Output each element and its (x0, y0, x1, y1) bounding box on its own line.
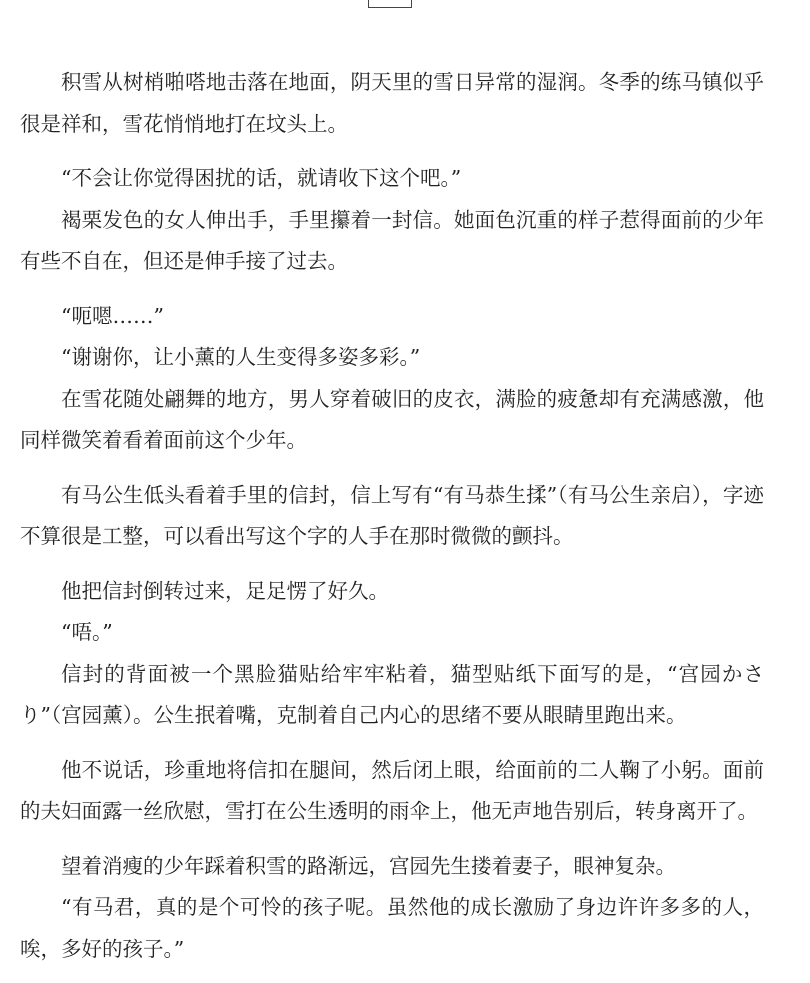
paragraph: “有马君，真的是个可怜的孩子呢。虽然他的成长激励了身边许许多多的人，唉，多好的孩子。” (20, 895, 764, 961)
paragraph: 望着消瘦的少年踩着积雪的路渐远，宫园先生搂着妻子，眼神复杂。 (61, 853, 676, 878)
paragraph: “呃嗯……” (61, 303, 164, 328)
document-body (20, 62, 764, 983)
paragraph: 他把信封倒转过来，足足愣了好久。 (61, 578, 389, 603)
paragraph: “唔。” (61, 620, 113, 644)
paragraph: “不会让你觉得困扰的话，就请收下这个吧。” (61, 166, 462, 190)
paragraph: 在雪花随处翩舞的地方，男人穿着破旧的皮衣，满脸的疲惫却有充满感激，他同样微笑着看着面前这个少年。 (20, 386, 764, 452)
paragraph: “谢谢你，让小薰的人生变得多姿多彩。” (61, 345, 421, 369)
paragraph: 积雪从树梢啪嗒地击落在地面，阴天里的雪日异常的湿润。冬季的练马镇似乎很是祥和，雪花悄悄地打在坟头上。 (20, 70, 764, 136)
paragraph: 信封的背面被一个黑脸猫贴给牢牢粘着，猫型贴纸下面写的是，“宫园かさり”（宫园薰）。公生抿着嘴，克制着自己内心的思绪不要从眼睛里跑出来。 (20, 661, 764, 727)
paragraph: 有马公生低头看着手里的信封，信上写有“有马恭生揉”（有马公生亲启），字迹不算很是工整，可以看出写这个字的人手在那时微微的颤抖。 (20, 482, 764, 548)
page-number-marker (368, 0, 412, 8)
paragraph: 褐栗发色的女人伸出手，手里攥着一封信。她面色沉重的样子惹得面前的少年有些不自在，但还是伸手接了过去。 (20, 207, 764, 273)
paragraph: 他不说话，珍重地将信扣在腿间，然后闭上眼，给面前的二人鞠了小躬。面前的夫妇面露一丝欣慰，雪打在公生透明的雨伞上，他无声地告别后，转身离开了。 (20, 757, 764, 823)
